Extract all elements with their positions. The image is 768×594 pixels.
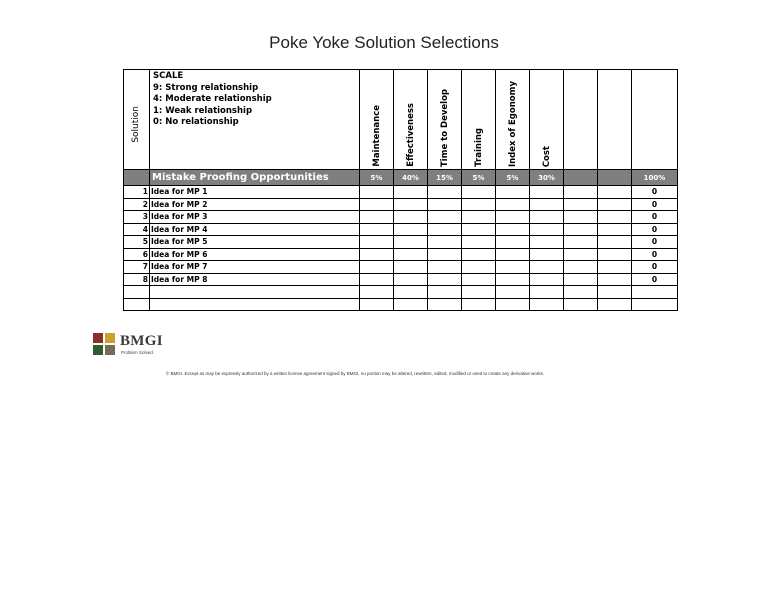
solution-number: 5 bbox=[124, 236, 150, 249]
table-row bbox=[124, 198, 678, 211]
page-title: Poke Yoke Solution Selections bbox=[269, 33, 499, 52]
score-cell[interactable] bbox=[564, 261, 598, 274]
empty-cell[interactable] bbox=[496, 298, 530, 311]
score-cell[interactable] bbox=[564, 198, 598, 211]
score-cell[interactable] bbox=[360, 248, 394, 261]
idea-name: Idea for MP 5 bbox=[150, 236, 360, 249]
score-cell[interactable] bbox=[394, 236, 428, 249]
logo-tagline: Problem Solved. bbox=[121, 350, 155, 355]
score-cell[interactable] bbox=[360, 211, 394, 224]
score-cell[interactable] bbox=[598, 273, 632, 286]
logo-square bbox=[93, 345, 103, 355]
weights-row bbox=[124, 170, 678, 186]
idea-name: Idea for MP 6 bbox=[150, 248, 360, 261]
solution-number: 7 bbox=[124, 261, 150, 274]
score-cell[interactable] bbox=[462, 236, 496, 249]
logo-mark-icon bbox=[93, 333, 115, 355]
score-cell[interactable] bbox=[530, 248, 564, 261]
score-cell[interactable] bbox=[496, 223, 530, 236]
score-cell[interactable] bbox=[564, 186, 598, 199]
score-cell[interactable] bbox=[394, 198, 428, 211]
empty-cell[interactable] bbox=[632, 298, 678, 311]
score-cell[interactable] bbox=[394, 273, 428, 286]
solution-header bbox=[124, 70, 150, 170]
score-cell[interactable] bbox=[496, 198, 530, 211]
weighted-total: 0 bbox=[632, 198, 678, 211]
criterion-weight: 5% bbox=[360, 170, 394, 186]
scale-line: 0: No relationship bbox=[153, 117, 239, 127]
score-cell[interactable] bbox=[360, 261, 394, 274]
idea-name: Idea for MP 7 bbox=[150, 261, 360, 274]
criterion-weight: 40% bbox=[394, 170, 428, 186]
score-cell[interactable] bbox=[360, 186, 394, 199]
score-cell[interactable] bbox=[598, 261, 632, 274]
scale-legend bbox=[150, 70, 360, 170]
score-cell[interactable] bbox=[530, 261, 564, 274]
score-cell[interactable] bbox=[496, 236, 530, 249]
table-row bbox=[124, 261, 678, 274]
empty-cell[interactable] bbox=[150, 298, 360, 311]
criterion-weight: 30% bbox=[530, 170, 564, 186]
table-row bbox=[124, 211, 678, 224]
score-cell[interactable] bbox=[360, 236, 394, 249]
criterion-label: Cost bbox=[541, 145, 552, 167]
empty-cell[interactable] bbox=[632, 286, 678, 299]
score-cell[interactable] bbox=[360, 273, 394, 286]
weighted-total: 0 bbox=[632, 186, 678, 199]
empty-cell[interactable] bbox=[530, 298, 564, 311]
empty-cell[interactable] bbox=[462, 298, 496, 311]
opportunities-label: Mistake Proofing Opportunities bbox=[150, 170, 360, 186]
score-cell[interactable] bbox=[462, 223, 496, 236]
criterion-header bbox=[598, 70, 632, 170]
logo-square bbox=[105, 345, 115, 355]
empty-cell[interactable] bbox=[360, 298, 394, 311]
score-cell[interactable] bbox=[530, 223, 564, 236]
score-cell[interactable] bbox=[462, 261, 496, 274]
score-cell[interactable] bbox=[496, 248, 530, 261]
total-weight: 100% bbox=[632, 170, 678, 186]
score-cell[interactable] bbox=[394, 211, 428, 224]
score-cell[interactable] bbox=[394, 223, 428, 236]
score-cell[interactable] bbox=[360, 223, 394, 236]
weighted-total: 0 bbox=[632, 273, 678, 286]
score-cell[interactable] bbox=[394, 186, 428, 199]
score-cell[interactable] bbox=[462, 248, 496, 261]
empty-cell[interactable] bbox=[462, 286, 496, 299]
criterion-header bbox=[462, 70, 496, 170]
empty-row bbox=[124, 286, 678, 299]
score-cell[interactable] bbox=[428, 273, 462, 286]
scale-line: 9: Strong relationship bbox=[153, 82, 259, 93]
score-cell[interactable] bbox=[496, 211, 530, 224]
score-cell[interactable] bbox=[428, 236, 462, 249]
empty-cell[interactable] bbox=[124, 298, 150, 311]
logo-square bbox=[93, 333, 103, 343]
score-cell[interactable] bbox=[394, 261, 428, 274]
criterion-weight: 5% bbox=[496, 170, 530, 186]
score-cell[interactable] bbox=[598, 186, 632, 199]
table-row bbox=[124, 273, 678, 286]
score-cell[interactable] bbox=[598, 223, 632, 236]
empty-cell[interactable] bbox=[496, 286, 530, 299]
table-row bbox=[124, 223, 678, 236]
score-cell[interactable] bbox=[530, 198, 564, 211]
empty-cell[interactable] bbox=[394, 298, 428, 311]
idea-name: Idea for MP 2 bbox=[150, 198, 360, 211]
empty-cell[interactable] bbox=[428, 286, 462, 299]
weighted-total: 0 bbox=[632, 248, 678, 261]
criterion-header bbox=[530, 70, 564, 170]
weighted-total: 0 bbox=[632, 236, 678, 249]
empty-cell[interactable] bbox=[428, 298, 462, 311]
idea-name: Idea for MP 8 bbox=[150, 273, 360, 286]
scale-line: 1: Weak relationship bbox=[153, 105, 253, 116]
empty-cell[interactable] bbox=[598, 298, 632, 311]
solution-number: 4 bbox=[124, 223, 150, 236]
solution-number: 1 bbox=[124, 186, 150, 199]
score-cell[interactable] bbox=[462, 211, 496, 224]
solution-number: 3 bbox=[124, 211, 150, 224]
table-row bbox=[124, 236, 678, 249]
criterion-weight bbox=[564, 170, 598, 186]
idea-name: Idea for MP 1 bbox=[150, 186, 360, 199]
copyright-notice: © BMGI. Except as may be expressly authorized by a written license agreement signed by BMGI, no portion may be altered, rewritten, edited, modified or used to create any derivative works. bbox=[165, 371, 545, 376]
score-cell[interactable] bbox=[598, 248, 632, 261]
score-cell[interactable] bbox=[530, 211, 564, 224]
score-cell[interactable] bbox=[564, 273, 598, 286]
table-row bbox=[124, 186, 678, 199]
idea-name: Idea for MP 4 bbox=[150, 223, 360, 236]
empty-cell[interactable] bbox=[564, 298, 598, 311]
criterion-weight: 15% bbox=[428, 170, 462, 186]
score-cell[interactable] bbox=[428, 211, 462, 224]
scale-line: SCALE bbox=[153, 71, 184, 81]
table-row bbox=[124, 248, 678, 261]
weighted-total: 0 bbox=[632, 223, 678, 236]
empty-cell[interactable] bbox=[598, 286, 632, 299]
solution-label: Solution bbox=[131, 106, 141, 143]
criterion-label: Index of Egonomy bbox=[507, 80, 518, 167]
criterion-weight bbox=[598, 170, 632, 186]
score-cell[interactable] bbox=[462, 198, 496, 211]
criterion-label: Training bbox=[473, 128, 484, 167]
criterion-header bbox=[564, 70, 598, 170]
score-cell[interactable] bbox=[564, 211, 598, 224]
weighted-total: 0 bbox=[632, 211, 678, 224]
score-cell[interactable] bbox=[598, 236, 632, 249]
score-cell[interactable] bbox=[428, 223, 462, 236]
score-cell[interactable] bbox=[496, 186, 530, 199]
score-cell[interactable] bbox=[462, 186, 496, 199]
empty-cell[interactable] bbox=[394, 286, 428, 299]
score-cell[interactable] bbox=[428, 186, 462, 199]
score-cell[interactable] bbox=[496, 273, 530, 286]
total-header bbox=[632, 70, 678, 170]
selection-matrix bbox=[123, 69, 678, 311]
logo-name: BMGI bbox=[120, 333, 163, 349]
weights-blank bbox=[124, 170, 150, 186]
idea-name: Idea for MP 3 bbox=[150, 211, 360, 224]
score-cell[interactable] bbox=[598, 211, 632, 224]
score-cell[interactable] bbox=[530, 273, 564, 286]
scale-line: 4: Moderate relationship bbox=[153, 94, 272, 104]
score-cell[interactable] bbox=[598, 198, 632, 211]
empty-cell[interactable] bbox=[360, 286, 394, 299]
score-cell[interactable] bbox=[530, 186, 564, 199]
empty-cell[interactable] bbox=[564, 286, 598, 299]
score-cell[interactable] bbox=[394, 248, 428, 261]
score-cell[interactable] bbox=[564, 248, 598, 261]
empty-cell[interactable] bbox=[530, 286, 564, 299]
empty-row bbox=[124, 298, 678, 311]
score-cell[interactable] bbox=[462, 273, 496, 286]
criterion-label: Maintenance bbox=[371, 105, 382, 167]
solution-number: 2 bbox=[124, 198, 150, 211]
score-cell[interactable] bbox=[564, 223, 598, 236]
header-row bbox=[124, 70, 678, 170]
criterion-header bbox=[428, 70, 462, 170]
solution-number: 6 bbox=[124, 248, 150, 261]
criterion-header bbox=[496, 70, 530, 170]
score-cell[interactable] bbox=[428, 261, 462, 274]
score-cell[interactable] bbox=[360, 198, 394, 211]
empty-cell[interactable] bbox=[124, 286, 150, 299]
criterion-weight: 5% bbox=[462, 170, 496, 186]
score-cell[interactable] bbox=[428, 198, 462, 211]
criterion-label: Time to Develop bbox=[439, 88, 450, 167]
score-cell[interactable] bbox=[564, 236, 598, 249]
score-cell[interactable] bbox=[428, 248, 462, 261]
criterion-header bbox=[360, 70, 394, 170]
score-cell[interactable] bbox=[496, 261, 530, 274]
empty-cell[interactable] bbox=[150, 286, 360, 299]
criterion-header bbox=[394, 70, 428, 170]
criterion-label: Effectiveness bbox=[405, 103, 416, 167]
score-cell[interactable] bbox=[530, 236, 564, 249]
solution-number: 8 bbox=[124, 273, 150, 286]
weighted-total: 0 bbox=[632, 261, 678, 274]
logo-square bbox=[105, 333, 115, 343]
